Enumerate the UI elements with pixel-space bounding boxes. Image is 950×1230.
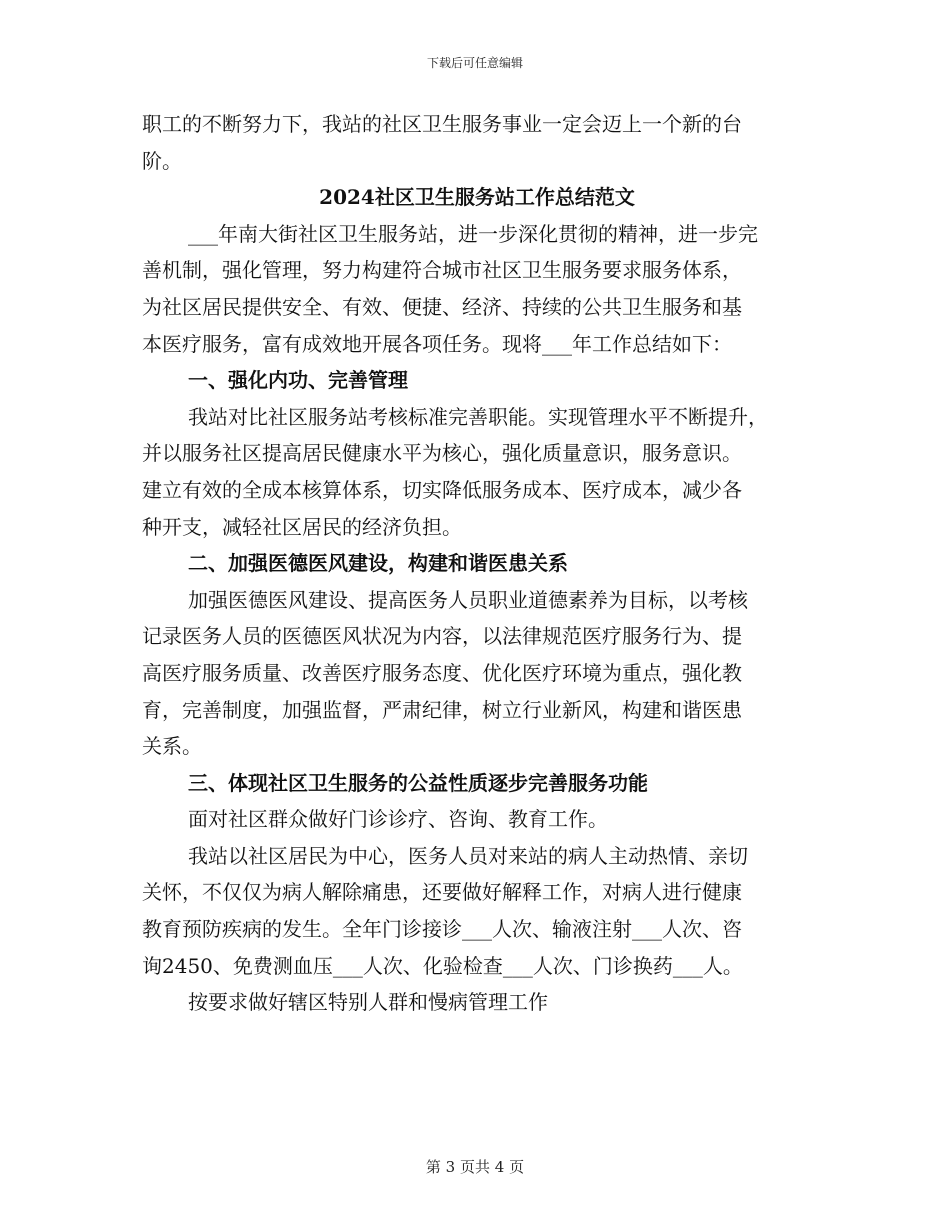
- text-line: 高医疗服务质量、改善医疗服务态度、优化医疗环境为重点，强化教: [142, 660, 742, 685]
- text-line: 建立有效的全成本核算体系，切实降低服务成本、医疗成本，减少各: [142, 477, 742, 502]
- text-line: 关怀，不仅仅为病人解除痛患，还要做好解释工作，对病人进行健康: [142, 880, 742, 905]
- text-line: 本医疗服务，富有成效地开展各项任务。现将___年工作总结如下：: [142, 331, 732, 356]
- text-line: 记录医务人员的医德医风状况为内容，以法律规范医疗服务行为、提: [142, 624, 742, 649]
- page-header: 下载后可任意编辑: [426, 56, 523, 70]
- section-heading: 一、强化内功、完善管理: [188, 368, 408, 393]
- text-line: 善机制，强化管理，努力构建符合城市社区卫生服务要求服务体系，: [142, 258, 742, 283]
- text-line: 并以服务社区提高居民健康水平为核心，强化质量意识，服务意识。: [142, 441, 742, 466]
- section-heading: 二、加强医德医风建设，构建和谐医患关系: [188, 551, 568, 576]
- text-line: 我站对比社区服务站考核标准完善职能。实现管理水平不断提升，: [188, 404, 768, 429]
- text-line: 阶。: [142, 148, 182, 173]
- text-line: 我站以社区居民为中心，医务人员对来站的病人主动热情、亲切: [188, 843, 748, 868]
- text-line: 种开支，减轻社区居民的经济负担。: [142, 514, 462, 539]
- text-line: ___年南大街社区卫生服务站，进一步深化贯彻的精神，进一步完: [188, 221, 758, 246]
- document-body: [142, 106, 812, 1021]
- text-line: 关系。: [142, 734, 202, 759]
- text-line: 按要求做好辖区特别人群和慢病管理工作: [188, 990, 548, 1015]
- text-line: 面对社区群众做好门诊诊疗、咨询、教育工作。: [188, 807, 608, 832]
- text-line: 为社区居民提供安全、有效、便捷、经济、持续的公共卫生服务和基: [142, 294, 742, 319]
- text-line: 加强医德医风建设、提高医务人员职业道德素养为目标，以考核: [188, 587, 748, 612]
- text-line: 职工的不断努力下，我站的社区卫生服务事业一定会迈上一个新的台: [142, 112, 742, 136]
- text-line: 育，完善制度，加强监督，严肃纪律，树立行业新风，构建和谐医患: [142, 697, 742, 722]
- text-line: 教育预防疾病的发生。全年门诊接诊___人次、输液注射___人次、咨: [142, 917, 742, 942]
- section-heading: 三、体现社区卫生服务的公益性质逐步完善服务功能: [188, 770, 648, 795]
- text-line: 询2450、免费测血压___人次、化验检查___人次、门诊换药___人。: [142, 953, 743, 978]
- page-footer: 第 3 页共 4 页: [425, 1158, 525, 1176]
- document-title: 2024社区卫生服务站工作总结范文: [319, 185, 635, 210]
